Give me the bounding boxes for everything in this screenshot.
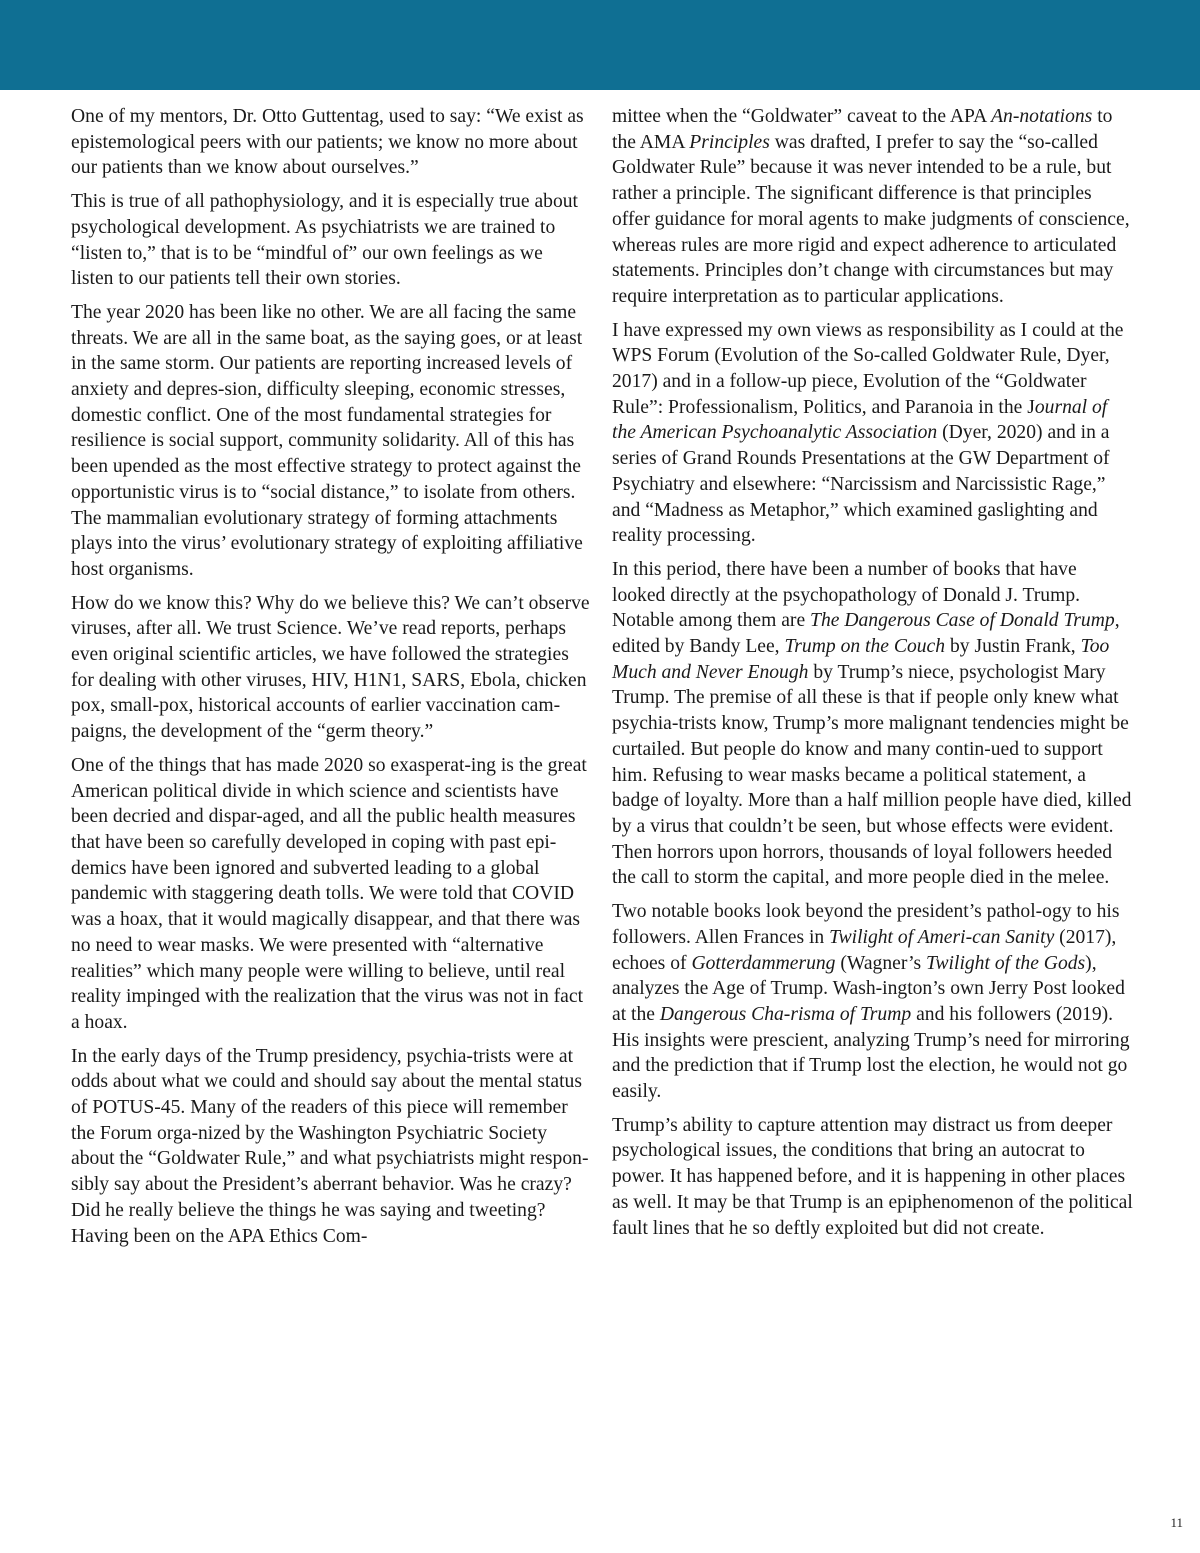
paragraph: The year 2020 has been like no other. We are all facing the same threats. We are all in the same boat, as the saying goes, or at least in the same storm. Our patients are reporting increased levels of anxiety and depres-sion, difficulty sleeping, economic stresses, domestic conflict. One of the most fundamental strategies for resilience is social support, community solidarity. All of this has been upended as the most effective strategy to protect against the opportunistic virus is to “social distance,” to isolate from others. The mammalian evolutionary strategy of forming attachments plays into the virus’ evolutionary strategy of exploiting affiliative host organisms. xyxy=(71,301,583,580)
paragraph: One of the things that has made 2020 so exasperat-ing is the great American political divide in which science and scientists have been decried and dispar-aged, and all the public health measures that have been so carefully developed in coping with past epi-demics have been ignored and subverted leading to a global pandemic with staggering death tolls. We were told that COVID was a hoax, that it would magically disappear, and that there was no need to wear masks. We were presented with “alternative realities” which many people were willing to believe, until real reality impinged with the realization that the virus was not in fact a hoax. xyxy=(71,754,587,1033)
header-banner xyxy=(0,0,1200,90)
text-run: by Justin Frank, xyxy=(945,636,1081,658)
text-run: to the AMA xyxy=(612,106,1113,153)
book-title: An-notations xyxy=(991,106,1093,127)
right-column xyxy=(612,104,1134,1249)
page-number: 11 xyxy=(1170,1515,1183,1530)
paragraph: How do we know this? Why do we believe this? We can’t observe viruses, after all. We trust Science. We’ve read reports, perhaps even original scientific articles, we have followed the strategies for dealing with other viruses, HIV, H1N1, SARS, Ebola, chicken pox, small-pox, historical accounts of earlier vaccination cam-paigns, the development of the “germ theory.” xyxy=(71,592,590,743)
paragraph: One of my mentors, Dr. Otto Guttentag, used to say: “We exist as epistemological peers with our patients; we know no more about our patients than we know about ourselves.” xyxy=(71,106,584,179)
text-run: (Wagner’s xyxy=(835,952,927,974)
text-run: In this period, there have been a number of books that have looked directly at the psychopathology of Donald J. Trump. Notable among them are xyxy=(612,558,1081,632)
left-column xyxy=(71,104,590,1257)
book-title: Too Much and Never Enough xyxy=(612,636,1110,683)
paragraph xyxy=(612,104,1134,310)
text-run: ), analyzes the Age of Trump. Wash-ington’s own Jerry Post looked at the xyxy=(612,952,1125,1025)
work-title: Twilight of the Gods xyxy=(926,952,1086,974)
paragraph xyxy=(612,557,1134,891)
paragraph xyxy=(612,899,1134,1105)
book-title: Principles xyxy=(689,131,770,153)
text-run: Two notable books look beyond the president’s pathol-ogy to his followers. Allen Frances in xyxy=(612,901,1120,948)
text-run: and his followers (2019). His insights were prescient, analyzing Trump’s need for mirroring and the prediction that if Trump lost the election, he would not go easily. xyxy=(612,1003,1130,1103)
text-run: I have expressed my own views as responsibility as I could at the WPS Forum (Evolution of the So-called Goldwater Rule, Dyer, 2017) and in a follow-up piece, Evolution of the “Goldwater Rule”: Professionalism, Politics, and Paranoia in the J xyxy=(612,319,1124,418)
journal-title: ournal of the American Psychoanalytic Association xyxy=(612,396,1108,444)
book-title: Dangerous Cha-risma of Trump xyxy=(659,1003,912,1025)
text-run: was drafted, I prefer to say the “so-called Goldwater Rule” because it was never intended to be a rule, but rather a principle. The significant difference is that principles offer guidance for moral agents to make judgments of conscience, whereas rules are more rigid and expect adherence to articulated statements. Principles don’t change with circumstances but may require interpretation as to particular applications. xyxy=(612,131,1130,307)
paragraph xyxy=(612,318,1134,549)
paragraph: This is true of all pathophysiology, and it is especially true about psychological development. As psychiatrists we are trained to “listen to,” that is to be “mindful of” our own feelings as we listen to our patients tell their own stories. xyxy=(71,191,578,290)
work-title: Gotterdammerung xyxy=(691,952,836,974)
paragraph: Trump’s ability to capture attention may distract us from deeper psychological issues, the conditions that bring an autocrat to power. It has happened before, and it is happening in other places as well. It may be that Trump is an epiphenomenon of the political fault lines that he so deftly exploited but did not create. xyxy=(612,1114,1133,1239)
text-run: (2017), echoes of xyxy=(612,926,1117,974)
paragraph: In the early days of the Trump presidency, psychia-trists were at odds about what we could and should say about the mental status of POTUS-45. Many of the readers of this piece will remember the Forum orga-nized by the Washington Psychiatric Society about the “Goldwater Rule,” and what psychiatrists might respon-sibly say about the President’s aberrant behavior. Was he crazy? Did he really believe the things he was saying and tweeting? Having been on the APA Ethics Com- xyxy=(71,1045,589,1247)
book-title: Twilight of Ameri-can Sanity xyxy=(829,926,1055,948)
text-run: , edited by Bandy Lee, xyxy=(612,610,1120,658)
book-title: The Dangerous Case of Donald Trump xyxy=(810,610,1115,632)
text-run: (Dyer, 2020) and in a series of Grand Rounds Presentations at the GW Department of Psychiatry and elsewhere: “Narcissism and Narcissistic Rage,” and “Madness as Metaphor,” which examined gaslighting and reality processing. xyxy=(612,422,1110,547)
book-title: Trump on the Couch xyxy=(784,636,946,658)
text-run: by Trump’s niece, psychologist Mary Trump. The premise of all these is that if people only knew what psychia-trists know, Trump’s more malignant tendencies might be curtailed. But people do know and many contin-ued to support him. Refusing to wear masks became a political statement, a badge of loyalty. More than a half million people have died, killed by a virus that couldn’t be seen, but whose effects were evident. Then horrors upon horrors, thousands of loyal followers heeded the call to storm the capital, and more people died in the melee. xyxy=(612,661,1132,889)
text-run: mittee when the “Goldwater” caveat to the APA xyxy=(612,106,992,127)
